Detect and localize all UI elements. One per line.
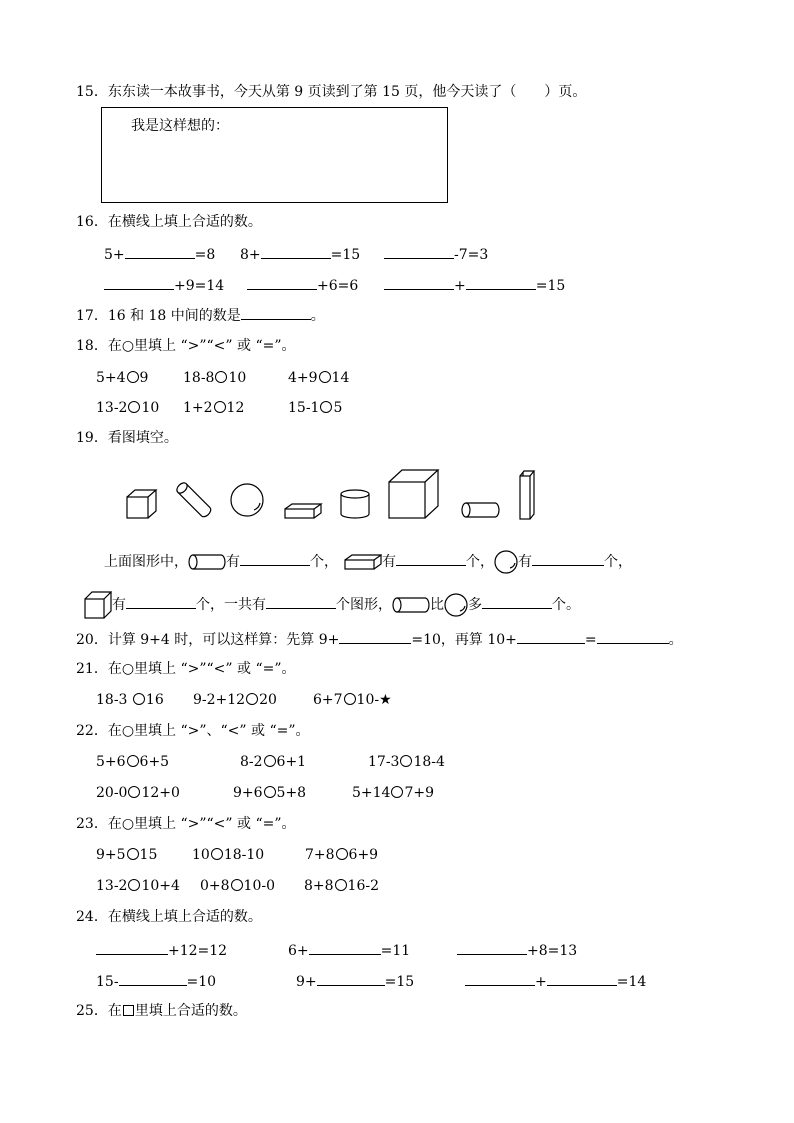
compare-circle[interactable] [264,755,276,767]
q19-line2: 有 个，一共有 个图形， 比 多 个。 [84,591,580,611]
compare-circle[interactable] [211,848,223,860]
compare-circle[interactable] [128,401,140,413]
compare-circle[interactable] [320,401,332,413]
q18-item: 4+9 14 [288,370,350,386]
q20-text: 20．计算 9+4 时，可以这样算：先算 9+ =10，再算 10+ = 。 [76,628,683,648]
answer-blank[interactable] [482,593,552,609]
small-cube-icon [126,488,158,520]
q23-item: 13-2 10+4 [96,878,180,894]
q24-item: +8=13 [457,939,577,959]
answer-blank[interactable] [96,939,168,955]
q25-title: 25．在 里填上合适的数。 [76,1003,247,1019]
large-cube-icon [388,469,440,519]
answer-blank[interactable] [597,628,669,644]
horizontal-cylinder-icon [461,502,501,518]
compare-circle[interactable] [133,693,145,705]
q18-item: 15-1 5 [288,400,343,416]
answer-blank[interactable] [517,628,585,644]
q18-item: 13-2 10 [96,400,160,416]
answer-blank[interactable] [396,550,466,566]
compare-circle[interactable] [400,755,412,767]
answer-blank[interactable] [309,939,381,955]
q16-title: 16．在横线上填上合适的数。 [76,214,262,230]
q16-item: 5+ =8 [104,243,215,263]
q24-item: 9+ =15 [296,970,414,990]
q23-item: 8+8 16-2 [304,878,379,894]
q23-item: 9+5 15 [96,847,158,863]
compare-circle[interactable] [215,371,227,383]
compare-circle[interactable] [344,693,356,705]
answer-blank[interactable] [240,550,310,566]
q18-item: 5+4 9 [96,370,149,386]
compare-circle[interactable] [319,371,331,383]
compare-circle[interactable] [127,848,139,860]
q18-item: 1+2 12 [183,400,245,416]
q18-item: 18-8 10 [183,370,247,386]
standing-cuboid-icon [517,470,539,520]
q22-item: 9+6 5+8 [233,785,307,801]
q15-box-text: 我是这样想的： [131,118,229,134]
q22-item: 17-3 18-4 [368,754,445,770]
answer-blank[interactable] [104,274,174,290]
q23-item: 10 18-10 [192,847,265,863]
compare-circle[interactable] [264,786,276,798]
answer-blank[interactable] [125,243,195,259]
q16-item: + =15 [384,274,565,294]
compare-circle[interactable] [246,693,258,705]
compare-circle[interactable] [231,879,243,891]
q23-item: 0+8 10-0 [200,878,275,894]
answer-blank[interactable] [384,274,454,290]
answer-blank[interactable] [466,274,536,290]
answer-blank[interactable] [339,628,411,644]
q22-item: 5+14 7+9 [352,785,434,801]
compare-circle[interactable] [336,848,348,860]
q24-item: + =14 [465,970,646,990]
q21-title: 21．在○里填上 “>”“<” 或 “=”。 [76,661,296,677]
q24-item: 6+ =11 [288,939,410,959]
q16-item: -7=3 [384,243,488,263]
q16-item: +6=6 [247,274,358,294]
fill-square[interactable] [123,1005,134,1016]
short-cylinder-icon [339,489,371,519]
q21-item: 6+7 10-★ [313,692,392,708]
answer-blank[interactable] [266,593,336,609]
q22-item: 20-0 12+0 [96,785,180,801]
answer-blank[interactable] [261,243,331,259]
horizontal-cylinder-icon [392,597,430,613]
q16-item: 8+ =15 [240,243,360,263]
answer-blank[interactable] [465,970,535,986]
sphere-icon [230,483,266,519]
q15-title: 15．东东读一本故事书，今天从第 9 页读到了第 15 页，他今天读了（ ）页。 [76,84,587,100]
q19-title: 19．看图填空。 [76,430,178,446]
answer-blank[interactable] [247,274,317,290]
q19-line1: 上面图形中， 有 个， 有 个， 有 个， [104,550,632,570]
answer-blank[interactable] [119,970,187,986]
tilted-cylinder-icon [176,482,212,520]
flat-cuboid-icon [284,503,322,519]
small-cube-icon [84,591,112,619]
q21-item: 18-3 16 [96,692,164,708]
q23-title: 23．在○里填上 “>”“<” 或 “=”。 [76,816,296,832]
flat-cuboid-icon [344,554,382,570]
compare-circle[interactable] [127,755,139,767]
horizontal-cylinder-icon [188,554,226,570]
answer-blank[interactable] [547,970,617,986]
compare-circle[interactable] [391,786,403,798]
answer-blank[interactable] [126,593,196,609]
q24-item: +12=12 [96,939,227,959]
answer-blank[interactable] [241,304,311,320]
q17-title: 17．16 和 18 中间的数是 。 [76,304,325,324]
answer-blank[interactable] [384,243,454,259]
q18-title: 18．在○里填上 “>”“<” 或 “=”。 [76,338,296,354]
q24-item: 15- =10 [96,970,216,990]
compare-circle[interactable] [128,879,140,891]
q22-item: 8-2 6+1 [240,754,307,770]
q23-item: 7+8 6+9 [305,847,379,863]
q24-title: 24．在横线上填上合适的数。 [76,909,262,925]
answer-blank[interactable] [457,939,527,955]
sphere-icon [494,550,518,574]
q16-item: +9=14 [104,274,224,294]
sphere-icon [444,593,468,617]
compare-circle[interactable] [128,786,140,798]
q22-title: 22．在○里填上 “>”、“<” 或 “=”。 [76,723,310,739]
compare-circle[interactable] [335,879,347,891]
answer-blank[interactable] [317,970,385,986]
q22-item: 5+6 6+5 [96,754,170,770]
compare-circle[interactable] [127,371,139,383]
compare-circle[interactable] [214,401,226,413]
q21-item: 9-2+12 20 [193,692,277,708]
answer-blank[interactable] [532,550,604,566]
